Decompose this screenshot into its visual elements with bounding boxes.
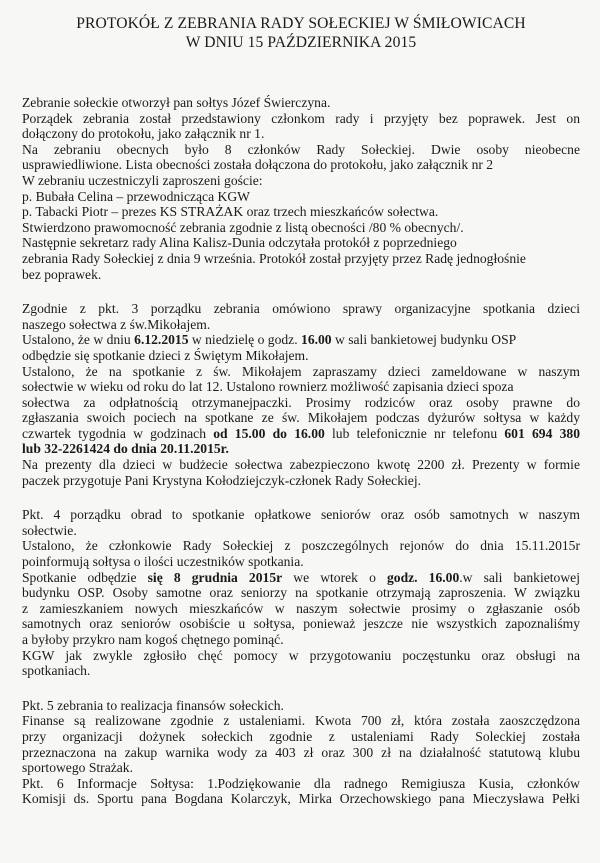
text-run: Pkt. 4 porządku obrad to spotkanie opłatkowe seniorów oraz osób samotnych w naszym bbox=[22, 507, 580, 523]
text-run: W zebraniu uczestniczyli zaproszeni goście: bbox=[22, 172, 263, 188]
text-line bbox=[22, 395, 580, 411]
document-body bbox=[22, 95, 580, 807]
text-line bbox=[22, 142, 580, 158]
section-2 bbox=[22, 301, 580, 488]
text-run: spotkaniach. bbox=[22, 663, 91, 679]
text-run: w sali bankietowej budynku OSP bbox=[331, 332, 517, 348]
text-run: a byłoby przykro nam kogoś chętnego pominąć. bbox=[22, 632, 284, 647]
text-line bbox=[22, 523, 580, 539]
text-run: czwartek tygodnia w godzinach bbox=[22, 425, 214, 441]
text-run: Finanse są realizowane zgodnie z ustaleniami. Kwota 700 zł, która została zaoszczędzona bbox=[22, 713, 580, 729]
text-run: samotnych oraz seniorów osobiście u sołtysa, ponieważ jeszcze nie wszystkich zapoznaliśmy bbox=[22, 616, 580, 632]
text-line bbox=[22, 189, 580, 205]
bold-text: godz. 16.00 bbox=[386, 569, 460, 585]
text-line bbox=[22, 570, 580, 586]
bold-text: się 8 grudnia 2015r bbox=[147, 569, 283, 585]
text-run: zebrania Rady Sołeckiej z dnia 9 września. Protokół został przyjęty przez Radę jednogłośnie bbox=[22, 250, 526, 266]
text-line bbox=[22, 457, 580, 473]
text-run: sołectwie w wieku od roku do lat 12. Ustalono rownierz możliwość zapisania dzieci spoza bbox=[22, 379, 514, 395]
bold-text: 601 694 380 bbox=[504, 425, 581, 441]
text-run: sportowego Strażak. bbox=[22, 760, 133, 776]
text-run: Porządek zebrania został przedstawiony członkom rady i przyjęty bez poprawek. Jest on bbox=[22, 110, 580, 126]
text-run: Zgodnie z pkt. 3 porządku zebrania omówiono sprawy organizacyjne spotkania dzieci bbox=[22, 301, 580, 317]
text-line bbox=[22, 95, 580, 111]
text-line bbox=[22, 364, 580, 380]
text-run: Zebranie sołeckie otworzył pan sołtys Józef Świerczyna. bbox=[22, 95, 331, 110]
text-run: poinformują sołtysa o ilości uczestników spotkania. bbox=[22, 554, 304, 570]
text-run: p. Bubała Celina – przewodnicząca KGW bbox=[22, 188, 250, 204]
text-run: bez poprawek. bbox=[22, 266, 102, 282]
text-run: Komisji ds. Sportu pana Bogdana Kolarczyk, Mirka Orzechowskiego pana Mieczysława Pełki bbox=[22, 791, 580, 807]
text-line bbox=[22, 220, 580, 236]
text-line bbox=[22, 632, 580, 648]
text-line bbox=[22, 332, 580, 348]
text-line bbox=[22, 601, 580, 617]
text-run: sołectwa za odpłatnością otrzymanejpaczki. Prosimy rodziców oraz osoby prawne do bbox=[22, 394, 580, 410]
text-run: Ustalono, że w dniu bbox=[22, 332, 135, 348]
text-run: KGW jak zwykle zgłosiło chęć pomocy w przygotowaniu poczęstunku oraz obsługi na bbox=[22, 647, 580, 663]
text-run: usprawiedliwione. Lista obecności została dołączona do protokołu, jako załącznik nr 2 bbox=[22, 157, 494, 173]
text-run: Na zebraniu obecnych było 8 członków Rady Sołeckiej. Dwie osoby nieobecne bbox=[22, 141, 580, 157]
text-line bbox=[22, 441, 580, 457]
text-run: przeznaczona na zakup warnika wody za 403 zł oraz 300 zł na działalność statutową klubu bbox=[22, 744, 580, 760]
text-run: Stwierdzono prawomocność zebrania zgodnie z listą obecności /80 % obecnych/. bbox=[22, 219, 464, 235]
text-run: przy organizacji dożynek sołeckich zgodnie z ustaleniami Rady Soleckiej została bbox=[22, 728, 580, 744]
section-4 bbox=[22, 698, 580, 807]
document-title bbox=[22, 14, 580, 52]
text-line bbox=[22, 507, 580, 523]
text-line bbox=[22, 126, 580, 142]
text-line bbox=[22, 663, 580, 679]
text-run: odbędzie się spotkanie dzieci z Świętym Mikołajem. bbox=[22, 347, 309, 363]
text-line bbox=[22, 251, 580, 267]
text-run: Ustalono, że członkowie Rady Sołeckiej z poszczególnych rejonów do dnia 15.11.2015r bbox=[22, 538, 580, 554]
text-line bbox=[22, 538, 580, 554]
text-run: dołączony do protokołu, jako załącznik nr 1. bbox=[22, 126, 265, 142]
bold-text: od 15.00 do 16.00 bbox=[213, 425, 325, 441]
text-line bbox=[22, 729, 580, 745]
text-line bbox=[22, 776, 580, 792]
text-line bbox=[22, 317, 580, 333]
text-run: Następnie sekretarz rady Alina Kalisz-Dunia odczytała protokół z poprzedniego bbox=[22, 235, 457, 251]
text-run: Na prezenty dla dzieci w budżecie sołectwa zabezpieczono kwotę 2200 zł. Prezenty w formie bbox=[22, 457, 580, 473]
title-line-2: W DNIU 15 PAŹDZIERNIKA 2015 bbox=[185, 34, 417, 51]
text-run: paczek przygotuje Pani Krystyna Kołodziejczyk-członek Rady Sołeckiej. bbox=[22, 472, 421, 488]
text-run: naszego sołectwa z św.Mikołajem. bbox=[22, 316, 211, 332]
text-line bbox=[22, 235, 580, 251]
text-run: .w sali bankietowej bbox=[459, 569, 580, 585]
text-run: sołectwie. bbox=[22, 522, 77, 538]
text-run: zgłaszania swoich pociech na spotkane ze św. Mikołajem podczas dyżurów sołtysa w każdy bbox=[22, 410, 580, 426]
section-3 bbox=[22, 507, 580, 679]
text-line bbox=[22, 426, 580, 442]
text-run: Spotkanie odbędzie bbox=[22, 569, 148, 585]
text-run: we wtorek o bbox=[282, 569, 387, 585]
text-run: p. Tabacki Piotr – prezes KS STRAŻAK oraz trzech mieszkańców sołectwa. bbox=[22, 204, 439, 220]
text-line bbox=[22, 745, 580, 761]
text-run: budynku OSP. Osoby samotne oraz seniorzy na spotkanie otrzymają zaproszenia. W związku bbox=[22, 585, 580, 601]
text-line bbox=[22, 173, 580, 189]
bold-text: 6.12.2015 bbox=[134, 332, 189, 348]
text-run: Pkt. 6 Informacje Sołtysa: 1.Podziękowanie dla radnego Remigiusza Kusia, członków bbox=[22, 775, 580, 791]
text-line bbox=[22, 760, 580, 776]
bold-text: 16.00 bbox=[301, 332, 332, 348]
title-line-1: PROTOKÓŁ Z ZEBRANIA RADY SOŁECKIEJ W ŚMIŁOWICACH bbox=[76, 15, 526, 32]
text-line bbox=[22, 616, 580, 632]
text-run: z zamieszkaniem nowych mieszkańców w naszym sołectwie prosimy o zgłaszanie osób bbox=[22, 600, 580, 616]
text-line bbox=[22, 791, 580, 807]
text-line bbox=[22, 698, 580, 714]
text-line bbox=[22, 648, 580, 664]
text-line bbox=[22, 348, 580, 364]
bold-text: lub 32-2261424 do dnia 20.11.2015r. bbox=[22, 441, 229, 457]
text-run: Pkt. 5 zebrania to realizacja finansów sołeckich. bbox=[22, 697, 284, 713]
text-line bbox=[22, 267, 580, 283]
text-run: Ustalono, że na spotkanie z św. Mikołajem zapraszamy dzieci zameldowane w naszym bbox=[22, 363, 580, 379]
text-run: lub telefonicznie nr telefonu bbox=[324, 425, 505, 441]
text-line bbox=[22, 301, 580, 317]
text-line bbox=[22, 585, 580, 601]
text-line bbox=[22, 473, 580, 489]
text-run: w niedzielę o godz. bbox=[188, 332, 302, 348]
text-line bbox=[22, 157, 580, 173]
text-line bbox=[22, 713, 580, 729]
text-line bbox=[22, 410, 580, 426]
text-line bbox=[22, 204, 580, 220]
text-line bbox=[22, 379, 580, 395]
section-1 bbox=[22, 95, 580, 282]
text-line bbox=[22, 111, 580, 127]
text-line bbox=[22, 554, 580, 570]
